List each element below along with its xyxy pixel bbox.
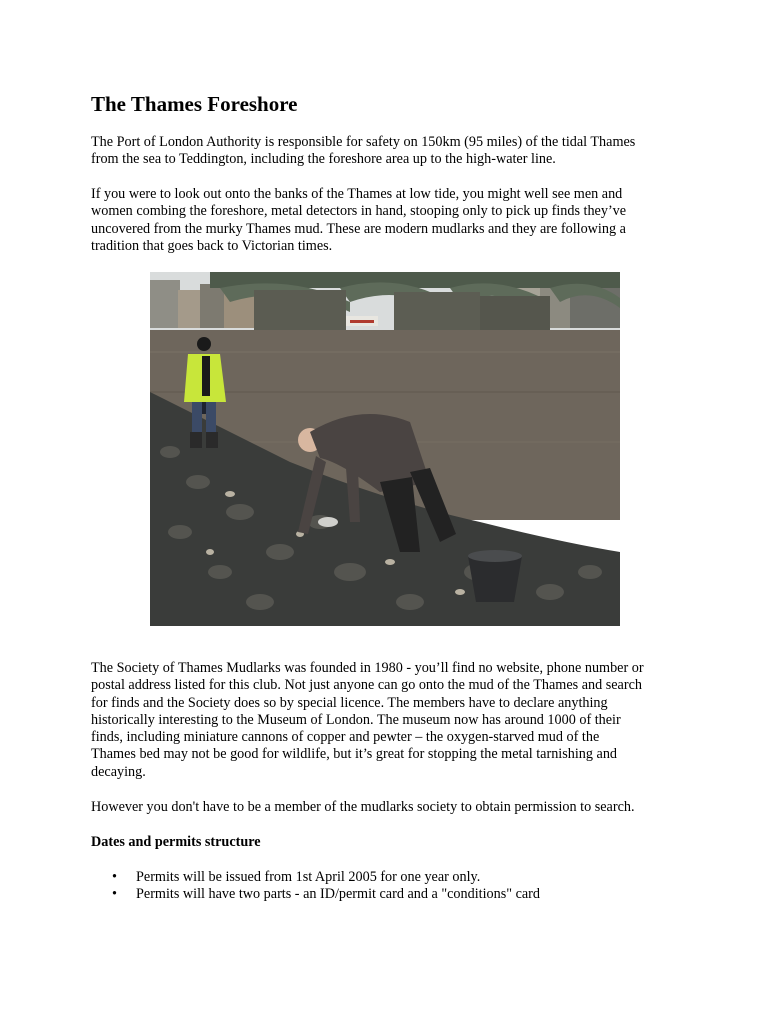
list-item: [91, 869, 540, 886]
page-title: The Thames Foreshore: [91, 92, 298, 116]
text-line: for finds and the Society does so by special licence. The members have to declare anything: [91, 694, 608, 711]
list-item-text: Permits will be issued from 1st April 2005 for one year only.: [136, 869, 481, 885]
paragraph-mudlarks-intro: [91, 186, 691, 255]
text-line: tradition that goes back to Victorian times.: [91, 237, 333, 254]
section-heading-permits: Dates and permits structure: [91, 834, 261, 850]
text-line: from the sea to Teddington, including the foreshore area up to the high-water line.: [91, 151, 556, 168]
text-line: postal address listed for this club. Not just anyone can go onto the mud of the Thames and search: [91, 677, 642, 694]
permits-list: [91, 869, 540, 904]
text-line: The Society of Thames Mudlarks was founded in 1980 - you’ll find no website, phone number or: [91, 660, 644, 676]
text-line: women combing the foreshore, metal detectors in hand, stooping only to pick up finds they’ve: [91, 203, 627, 220]
paragraph-port-authority: [91, 134, 691, 169]
bullet-icon: •: [112, 886, 117, 903]
paragraph-mudlarks-society: [91, 660, 691, 781]
text-line: decaying.: [91, 763, 146, 780]
text-line: uncovered from the murky Thames mud. These are modern mudlarks and they are following a: [91, 220, 626, 237]
text-line: However you don't have to be a member of the mudlarks society to obtain permission to search.: [91, 799, 635, 815]
mudlarks-photo: [150, 272, 620, 626]
bullet-icon: •: [112, 869, 117, 885]
list-item-text: Permits will have two parts - an ID/permit card and a "conditions" card: [136, 886, 540, 903]
text-line: The Port of London Authority is responsible for safety on 150km (95 miles) of the tidal Thames: [91, 134, 636, 150]
list-item: [91, 886, 540, 903]
paragraph-membership-note: [91, 799, 691, 816]
text-line: finds, including miniature cannons of copper and pewter – the oxygen-starved mud of the: [91, 729, 600, 746]
text-line: historically interesting to the Museum of London. The museum now has around 1000 of their: [91, 711, 621, 728]
text-line: Thames bed may not be good for wildlife, but it’s great for stopping the metal tarnishing and: [91, 746, 618, 763]
text-line: If you were to look out onto the banks of the Thames at low tide, you might well see men and: [91, 186, 623, 202]
